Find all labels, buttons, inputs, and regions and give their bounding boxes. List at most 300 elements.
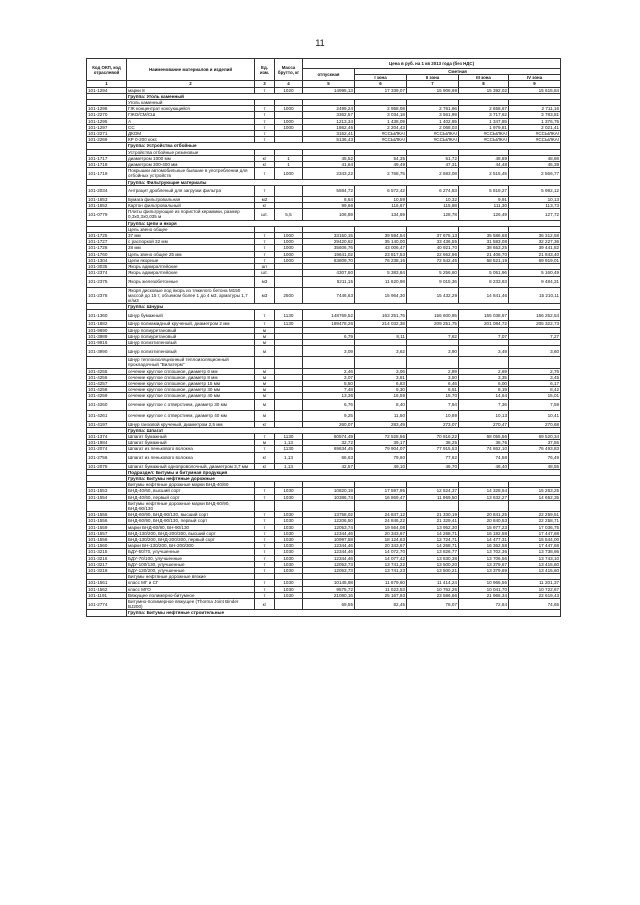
group-code-cell	[87, 610, 127, 616]
row-price-zone-1: 17 339,07	[355, 87, 407, 93]
row-name: Шпагат бумажный однопроволочный, диаметром 3,7 мм	[127, 463, 255, 469]
row-unit: т	[255, 310, 275, 321]
row-code: 101-1728	[87, 245, 127, 251]
header-otpusk: отпускная	[303, 69, 355, 81]
row-code: 101-0779	[87, 209, 127, 220]
row-price-zone-4: 76 493,83	[509, 446, 561, 452]
row-price-otpusk: 148769,52	[303, 310, 355, 321]
row-code: 101-1374	[87, 433, 127, 439]
row-price-zone-1: 2 958,08	[355, 106, 407, 112]
row-unit: т	[255, 257, 275, 263]
row-price-zone-3: 13 702,36	[459, 549, 509, 555]
group-title: Группа: Цепи и якоря	[127, 220, 561, 226]
row-code: 101-2375	[87, 276, 127, 287]
row-unit: т	[255, 321, 275, 327]
row-mass	[275, 357, 303, 368]
row-unit: м	[255, 346, 275, 357]
row-price-otpusk: 2499,24	[303, 106, 355, 112]
group-title: Группа: Битумы нефтяные дорожные	[127, 475, 561, 481]
row-price-zone-3: 10,13	[459, 410, 509, 421]
row-price-zone-2: 14 268,71	[407, 530, 459, 536]
row-mass: 1000	[275, 257, 303, 263]
row-price-otpusk: 41,64	[303, 162, 355, 168]
row-price-zone-2: 1 402,85	[407, 118, 459, 124]
row-price-zone-4: 17 036,75	[509, 524, 561, 530]
row-price-otpusk: 189478,26	[303, 321, 355, 327]
row-unit: м	[255, 393, 275, 399]
row-mass	[275, 276, 303, 287]
group-title: Подраздел: Битумы и битумная продукция	[127, 469, 561, 475]
row-price-zone-2	[407, 500, 459, 511]
row-name: Цепи якорные	[127, 257, 255, 263]
row-unit: т	[255, 518, 275, 524]
row-mass: 1,13	[275, 452, 303, 463]
row-code: 101-3218	[87, 568, 127, 574]
row-price-zone-4: 3 783,81	[509, 112, 561, 118]
row-name: сечение круглое с отверстием, диаметр 30 мм	[127, 399, 255, 410]
row-name: сечение круглое сплошное, диаметр 8 мм	[127, 374, 255, 380]
row-price-otpusk: 260,07	[303, 421, 355, 427]
row-name: А	[127, 118, 255, 124]
row-price-zone-1: 35 140,00	[355, 239, 407, 245]
row-code: 101-4256	[87, 374, 127, 380]
row-name: СС	[127, 124, 255, 130]
row-price-zone-2: 6,46	[407, 380, 459, 386]
row-mass	[275, 500, 303, 511]
row-code: 101-1727	[87, 239, 127, 245]
row-code: 101-1304	[87, 257, 127, 263]
row-name: Шнур теплоизоляционный теплоизоляционный прокладочный "Вилатерм"	[127, 357, 255, 368]
row-code: 101-1653	[87, 196, 127, 202]
row-price-zone-3: 2,69	[459, 368, 509, 374]
row-price-otpusk: 12344,46	[303, 543, 355, 549]
row-price-zone-1: 72 528,56	[355, 433, 407, 439]
table-header	[87, 59, 561, 88]
row-name: Битумы нефтяные дорожные вязкие	[127, 574, 255, 580]
row-price-zone-1: 2 204,43	[355, 124, 407, 130]
row-name: диаметром 1000 мм	[127, 155, 255, 161]
colnum: 4	[275, 81, 303, 87]
row-price-zone-4: 13 415,60	[509, 568, 561, 574]
row-name: марки БНД-60/90, БН-90/130	[127, 524, 255, 530]
row-code: 101-1554	[87, 494, 127, 500]
row-price-otpusk: 106,89	[303, 209, 355, 220]
row-unit: кг	[255, 203, 275, 209]
row-unit: т	[255, 549, 275, 555]
row-unit: т	[255, 168, 275, 179]
row-price-zone-2: 209 251,75	[407, 321, 459, 327]
row-price-otpusk: 21080,16	[303, 592, 355, 598]
row-price-zone-1: 13 741,22	[355, 561, 407, 567]
row-price-zone-3: 31 583,08	[459, 239, 509, 245]
row-mass: 1030	[275, 537, 303, 543]
row-name: Плиты фильтрующие из пористой керамики, размер 0,3х0,3х0,035 м	[127, 209, 255, 220]
row-price-otpusk: 13758,02	[303, 512, 355, 518]
row-price-zone-3: 7,07	[459, 333, 509, 339]
row-price-zone-4: 10,41	[509, 410, 561, 421]
row-name: Шпагат бумажный	[127, 440, 255, 446]
row-mass: 1030	[275, 561, 303, 567]
row-name: Якорь адмиралтейские	[127, 270, 255, 276]
row-price-otpusk: 3362,57	[303, 112, 355, 118]
row-price-zone-4: 48,86	[509, 155, 561, 161]
row-price-zone-3: 16 182,58	[459, 530, 509, 536]
row-price-zone-2: 15 906,69	[407, 87, 459, 93]
row-price-zone-4: 69 520,34	[509, 433, 561, 439]
row-code: 101-4259	[87, 393, 127, 399]
row-price-zone-2: 6 274,83	[407, 185, 459, 196]
row-price-zone-2: 10,89	[407, 410, 459, 421]
table-row	[87, 209, 561, 220]
row-code: 101-4197	[87, 421, 127, 427]
row-mass: 1030	[275, 580, 303, 586]
row-price-zone-3: 14 841,46	[459, 287, 509, 304]
row-name: Уголь каменный	[127, 100, 255, 106]
row-code: 101-2074	[87, 446, 127, 452]
row-price-zone-3: 68 521,19	[459, 257, 509, 263]
row-price-zone-4: 8,42	[509, 387, 561, 393]
row-price-zone-2: 115,88	[407, 203, 459, 209]
row-price-zone-4	[509, 357, 561, 368]
row-price-otpusk: 12344,46	[303, 555, 355, 561]
row-code: 101-2075	[87, 463, 127, 469]
row-price-otpusk: 2,46	[303, 368, 355, 374]
row-price-zone-4: 3,60	[509, 346, 561, 357]
row-price-zone-4: 22 259,51	[509, 512, 561, 518]
row-code: 101-3035	[87, 264, 127, 270]
row-price-zone-3: 15 977,23	[459, 524, 509, 530]
row-price-otpusk: 13,36	[303, 393, 355, 399]
row-name: 37 мм	[127, 233, 255, 239]
row-price-zone-1: 24 846,22	[355, 518, 407, 524]
row-price-zone-4: 270,68	[509, 421, 561, 427]
row-mass	[275, 185, 303, 196]
row-price-zone-4: 69 919,01	[509, 257, 561, 263]
row-unit: т	[255, 568, 275, 574]
row-code: 101-1553	[87, 488, 127, 494]
row-price-zone-2: 3 561,99	[407, 112, 459, 118]
row-code: 101-1717	[87, 155, 127, 161]
row-mass	[275, 346, 303, 357]
row-price-otpusk: 1213,34	[303, 118, 355, 124]
row-name: Шпагат из пенькового волокна	[127, 446, 255, 452]
row-name: Якоря дисковые под якорь из тяжелого бетона М150 массой до 15 т, объемом более 1 до 4 м3, арматуры 1,7 кг/м3	[127, 287, 255, 304]
row-price-zone-2: 5 256,60	[407, 270, 459, 276]
table-row	[87, 500, 561, 511]
row-price-otpusk: 9575,72	[303, 586, 355, 592]
row-price-zone-4: 2,76	[509, 368, 561, 374]
colnum: 2	[127, 81, 255, 87]
row-price-zone-3: 38 653,25	[459, 245, 509, 251]
row-name: БДУ-70/100, улучшенные	[127, 555, 255, 561]
row-price-zone-3: 3,49	[459, 346, 509, 357]
row-mass: 1030	[275, 488, 303, 494]
row-code: 101-1295	[87, 118, 127, 124]
row-code: 101-2374	[87, 270, 127, 276]
row-price-zone-4: 32 227,36	[509, 239, 561, 245]
row-price-otpusk: 35606,76	[303, 245, 355, 251]
row-price-otpusk: 10997,58	[303, 537, 355, 543]
row-name: Шнур полиэтиленовый	[127, 339, 255, 345]
row-price-zone-2: 2 068,03	[407, 124, 459, 130]
row-mass: 1000	[275, 239, 303, 245]
row-price-zone-3: 5 051,96	[459, 270, 509, 276]
row-unit: шт	[255, 264, 275, 270]
row-price-zone-3: 201 084,72	[459, 321, 509, 327]
row-price-zone-1: 283,49	[355, 421, 407, 427]
row-price-otpusk: 14995,13	[303, 87, 355, 93]
row-price-zone-1: 3,62	[355, 346, 407, 357]
row-name: БНД-40/60, высший сорт	[127, 488, 255, 494]
row-mass: 1000	[275, 168, 303, 179]
row-price-zone-1: 1 438,09	[355, 118, 407, 124]
row-price-zone-2: 156 600,95	[407, 310, 459, 321]
row-code: 101-9916	[87, 339, 127, 345]
row-name: Бумага фильтровальная	[127, 196, 255, 202]
row-price-zone-1: #ССЫЛКА!	[355, 137, 407, 143]
row-price-zone-4: 7,27	[509, 333, 561, 339]
row-code: 101-1561	[87, 580, 127, 586]
row-price-zone-1: 24 847,12	[355, 512, 407, 518]
row-price-zone-1: 3,81	[355, 374, 407, 380]
row-price-otpusk	[303, 357, 355, 368]
row-name: сечение круглое сплошное, диаметр 15 мм	[127, 380, 255, 386]
row-price-zone-4: 74,65	[509, 599, 561, 610]
row-price-zone-2: 7,62	[407, 333, 459, 339]
row-price-zone-3	[459, 357, 509, 368]
row-unit: шт.	[255, 209, 275, 220]
row-price-zone-4: 15 263,25	[509, 488, 561, 494]
row-unit: т	[255, 524, 275, 530]
row-code: 101-1559	[87, 524, 127, 530]
row-price-zone-3: 2 515,45	[459, 168, 509, 179]
row-code: 101-2774	[87, 599, 127, 610]
row-price-zone-1: 10,59	[355, 196, 407, 202]
row-price-otpusk: 12053,74	[303, 524, 355, 530]
row-price-zone-2: 13 952,30	[407, 524, 459, 530]
row-unit: т	[255, 580, 275, 586]
row-unit: м	[255, 440, 275, 446]
row-price-zone-2: 22 662,96	[407, 251, 459, 257]
row-price-otpusk	[303, 500, 355, 511]
row-code: 101-1560	[87, 543, 127, 549]
row-price-zone-1: 8,11	[355, 333, 407, 339]
row-unit: м	[255, 368, 275, 374]
row-name: БДУ-50/70, улучшенные	[127, 549, 255, 555]
table-row	[87, 185, 561, 196]
row-price-zone-2: 10 762,26	[407, 586, 459, 592]
row-price-zone-2: 40 921,70	[407, 245, 459, 251]
row-code: 101-3989	[87, 333, 127, 339]
row-unit: т	[255, 592, 275, 598]
row-price-otpusk: 3,09	[303, 346, 355, 357]
row-price-zone-1: 13 741,23	[355, 568, 407, 574]
row-name: Цепь звено общее	[127, 226, 255, 232]
row-unit: т	[255, 185, 275, 196]
row-price-zone-2: 7,94	[407, 399, 459, 410]
row-price-zone-1: 11 023,53	[355, 586, 407, 592]
row-code: 101-1719	[87, 168, 127, 179]
row-price-zone-4: 17 447,68	[509, 530, 561, 536]
row-price-zone-3: 1 979,81	[459, 124, 509, 130]
row-price-otpusk: 6,76	[303, 399, 355, 410]
row-unit: кг	[255, 421, 275, 427]
row-name: Устройства отбойные резиновые	[127, 149, 255, 155]
row-price-otpusk: 10386,74	[303, 494, 355, 500]
row-price-zone-4: #ССЫЛКА!	[509, 131, 561, 137]
row-price-zone-2: 13 500,20	[407, 561, 459, 567]
row-unit: кг	[255, 463, 275, 469]
row-price-zone-2: #ССЫЛКА!	[407, 131, 459, 137]
row-unit: м	[255, 410, 275, 421]
row-price-zone-3: 1 347,85	[459, 118, 509, 124]
row-price-zone-1: 6,83	[355, 380, 407, 386]
row-price-zone-2: 47,31	[407, 162, 459, 168]
row-price-otpusk: 33150,15	[303, 233, 355, 239]
row-unit: м	[255, 333, 275, 339]
row-code: 101-3215	[87, 549, 127, 555]
row-price-zone-4: 48,55	[509, 463, 561, 469]
row-mass: 1130	[275, 310, 303, 321]
row-price-zone-1: 54,35	[355, 155, 407, 161]
row-code: 101-1984	[87, 440, 127, 446]
row-mass: 1030	[275, 518, 303, 524]
row-price-otpusk: 4307,60	[303, 270, 355, 276]
row-price-zone-2: 23 586,66	[407, 592, 459, 598]
row-price-zone-1: 79 904,07	[355, 446, 407, 452]
row-mass: 1030	[275, 555, 303, 561]
row-price-zone-1: 3 034,18	[355, 112, 407, 118]
row-mass: 1030	[275, 524, 303, 530]
row-price-zone-3: 2 658,67	[459, 106, 509, 112]
row-price-zone-4: 10 722,67	[509, 586, 561, 592]
row-code: 101-1558	[87, 537, 127, 543]
row-price-zone-1: 11 620,98	[355, 276, 407, 287]
group-title: Группа: Фильтрующие материалы	[127, 179, 561, 185]
row-price-otpusk: 12344,46	[303, 530, 355, 536]
row-mass: 1030	[275, 568, 303, 574]
row-mass: 1030	[275, 494, 303, 500]
row-code: 101-1360	[87, 310, 127, 321]
row-price-otpusk: 69634,45	[303, 446, 355, 452]
row-mass: 2500	[275, 287, 303, 304]
row-name: Битумно-полимерное вяжущее (Thorma Joint Binder BJ200)	[127, 599, 255, 610]
row-name: ДКОМ	[127, 131, 255, 137]
row-unit: т	[255, 555, 275, 561]
row-unit: т	[255, 494, 275, 500]
row-price-zone-4: 2 566,77	[509, 168, 561, 179]
row-price-zone-1	[355, 357, 407, 368]
row-price-zone-2: 33 436,55	[407, 239, 459, 245]
row-unit: м3	[255, 276, 275, 287]
header-zone-3: III зона	[459, 75, 509, 81]
row-name: класс МГ и СГ	[127, 580, 255, 586]
table-row	[87, 310, 561, 321]
row-code: 101-2756	[87, 452, 127, 463]
row-price-zone-1: 49,49	[355, 162, 407, 168]
row-price-zone-2: 37 675,13	[407, 233, 459, 239]
colnum: 3	[255, 81, 275, 87]
row-price-zone-1: 17 597,95	[355, 488, 407, 494]
row-price-zone-2: 14 268,71	[407, 543, 459, 549]
row-unit: т	[255, 530, 275, 536]
row-price-zone-3: 10 966,56	[459, 580, 509, 586]
row-price-zone-2: 128,78	[407, 209, 459, 220]
row-price-zone-3: 111,30	[459, 203, 509, 209]
row-unit: т	[255, 118, 275, 124]
row-price-zone-2: 72 542,45	[407, 257, 459, 263]
row-mass: 5,5	[275, 209, 303, 220]
row-name: БНД-60/90, БНД-90/130, первый сорт	[127, 518, 255, 524]
table-row	[87, 346, 561, 357]
row-mass: 1,13	[275, 463, 303, 469]
row-name: сечение круглое сплошное, диаметр 40 мм	[127, 393, 255, 399]
row-price-zone-1: 76 238,16	[355, 257, 407, 263]
row-name: марки БН-130/200, БН-200/300	[127, 543, 255, 549]
row-name: БНД-130/200, БНД-200/300, высший сорт	[127, 530, 255, 536]
row-price-zone-2: 51,72	[407, 155, 459, 161]
row-price-zone-4: 7,59	[509, 399, 561, 410]
row-unit: т	[255, 251, 275, 257]
row-unit: м3	[255, 287, 275, 304]
row-price-otpusk: 1862,46	[303, 124, 355, 130]
row-name: Шнур полиамидный крученый, диаметром 2 мм	[127, 321, 255, 327]
row-price-zone-1: 11,50	[355, 410, 407, 421]
row-price-zone-3: 20 840,53	[459, 518, 509, 524]
row-price-zone-3: 16 362,58	[459, 543, 509, 549]
row-price-zone-1: 14 072,70	[355, 549, 407, 555]
row-unit: т	[255, 488, 275, 494]
row-unit: м	[255, 327, 275, 333]
row-price-zone-2: 13 500,21	[407, 568, 459, 574]
row-unit: т	[255, 543, 275, 549]
row-price-otpusk: 3,07	[303, 374, 355, 380]
row-price-zone-4: 15,01	[509, 393, 561, 399]
row-price-zone-1: 39 594,54	[355, 233, 407, 239]
row-name: марки 8	[127, 87, 255, 93]
row-price-zone-1: 6 572,42	[355, 185, 407, 196]
row-unit: т	[255, 239, 275, 245]
row-price-zone-4: 13 738,95	[509, 549, 561, 555]
row-name: Антрацит дробленый для загрузки фильтра	[127, 185, 255, 196]
row-price-zone-4: 5 992,12	[509, 185, 561, 196]
row-price-zone-3: 36,76	[459, 440, 509, 446]
row-name: Вяжущее полимерно-битумное	[127, 592, 255, 598]
row-price-zone-3: 44,48	[459, 162, 509, 168]
row-price-zone-1: 18 124,63	[355, 537, 407, 543]
row-mass: 1030	[275, 543, 303, 549]
row-name: сечение круглое с отверстием, диаметр 40 мм	[127, 410, 255, 421]
row-name: Шпагат бумажный	[127, 433, 255, 439]
row-price-zone-3: 35 586,68	[459, 233, 509, 239]
row-price-zone-3: 72,84	[459, 599, 509, 610]
header-name: Наименование материалов и изделий	[127, 59, 255, 81]
table-row	[87, 399, 561, 410]
price-table	[86, 58, 561, 617]
row-price-zone-2: 77,62	[407, 452, 459, 463]
row-price-zone-1: 39,17	[355, 440, 407, 446]
row-name: Шнур полиуретановый	[127, 333, 255, 339]
row-price-zone-2: 15 432,29	[407, 287, 459, 304]
row-unit: т	[255, 87, 275, 93]
row-price-zone-3: #ССЫЛКА!	[459, 137, 509, 143]
row-unit: м2	[255, 196, 275, 202]
colnum: 6	[355, 81, 407, 87]
row-name: Картон фильтровальный	[127, 203, 255, 209]
group-title: Группа: Устройства отбойные	[127, 143, 561, 149]
group-row	[87, 610, 561, 616]
row-mass: 1000	[275, 233, 303, 239]
